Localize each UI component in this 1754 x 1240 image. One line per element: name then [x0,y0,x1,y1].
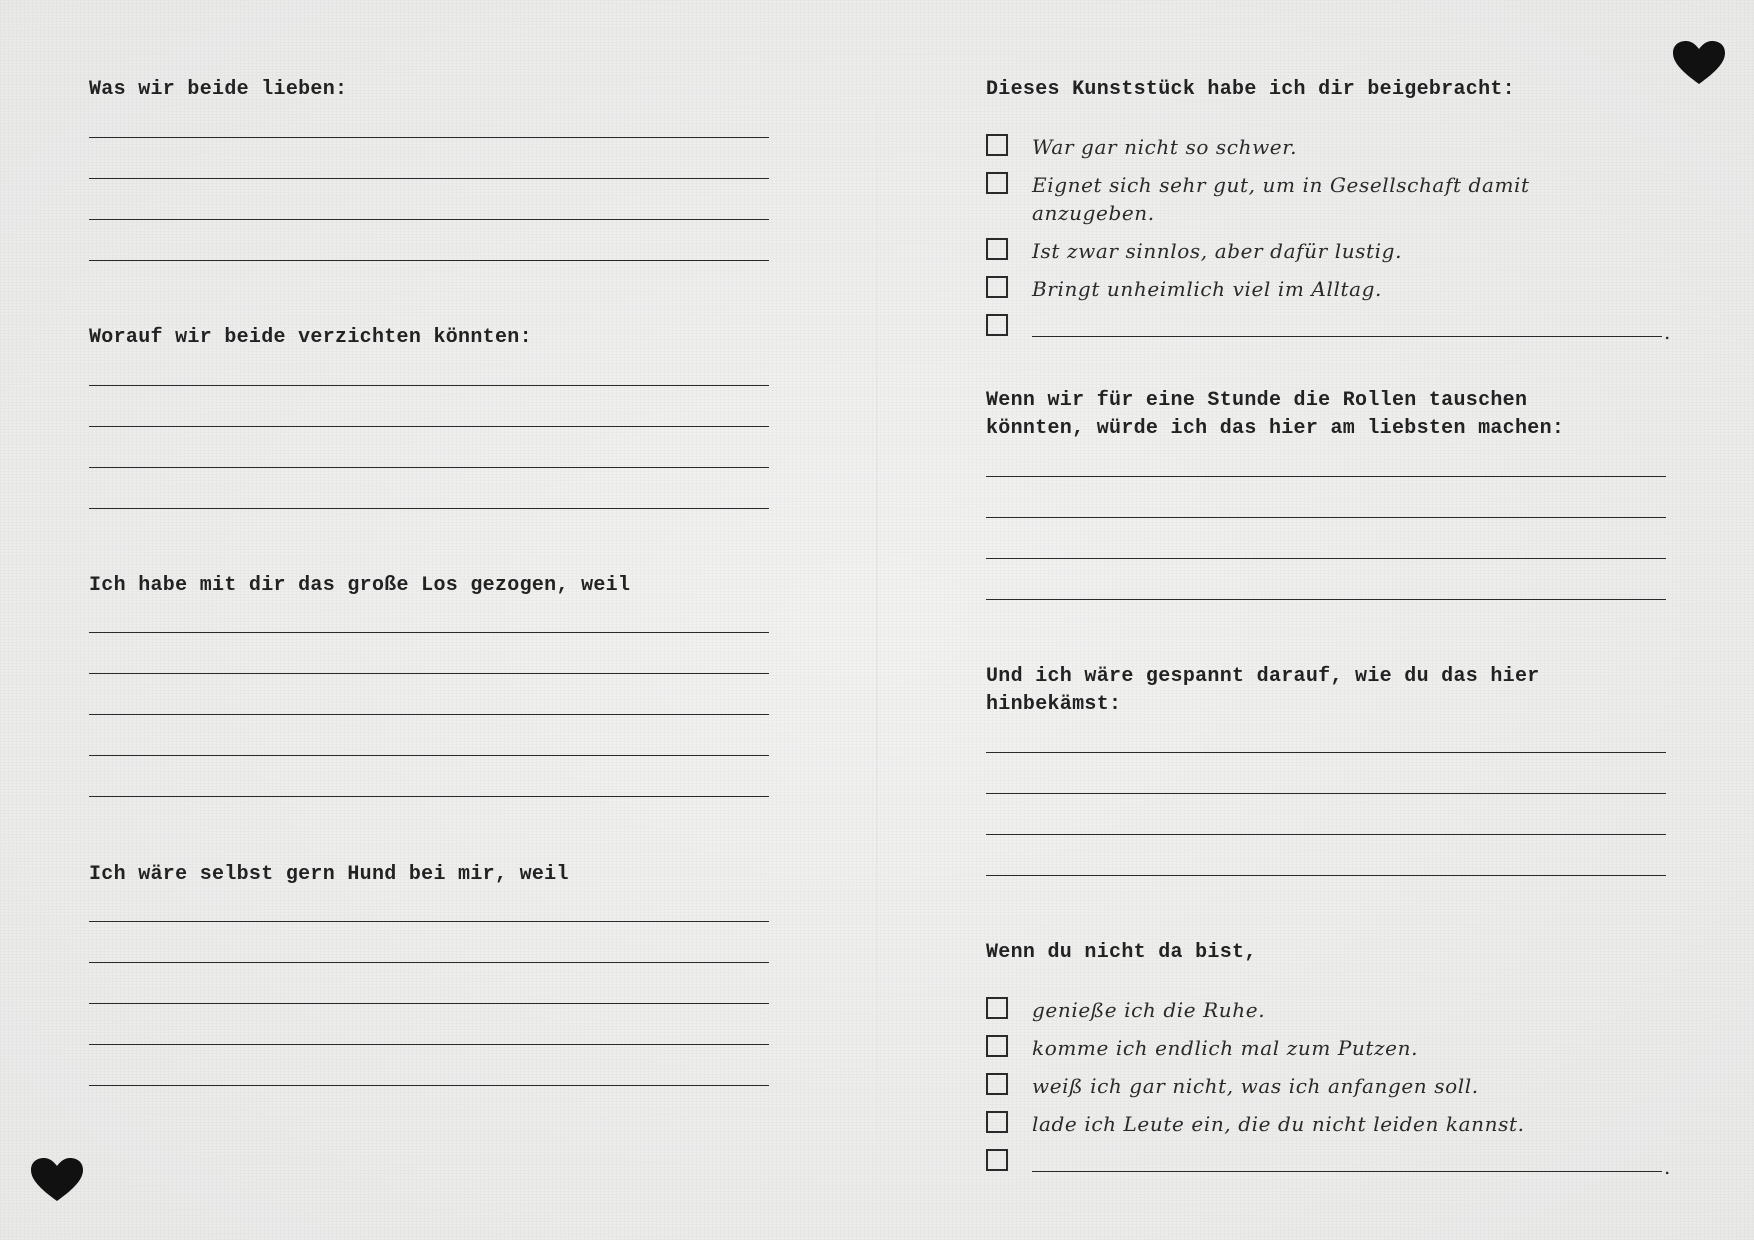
absent-option [986,1110,1670,1138]
prompt-trick: Dieses Kunststück habe ich dir beigebracht: [986,78,1515,101]
answer-line[interactable] [89,632,769,633]
custom-answer-line [1032,336,1662,337]
custom-answer-line [1032,1171,1662,1172]
checkbox[interactable] [986,1035,1008,1057]
absent-option-custom [986,1148,1671,1179]
answer-line[interactable] [986,752,1666,753]
trick-option [986,237,1670,265]
checkbox[interactable] [986,997,1008,1019]
checkbox[interactable] [986,276,1008,298]
blank-suffix: . [1664,1155,1671,1179]
checkbox[interactable] [986,1149,1008,1171]
option-label: Bringt unheimlich viel im Alltag. [1032,277,1382,301]
prompt-be-dog: Ich wäre selbst gern Hund bei mir, weil [89,863,569,886]
answer-line[interactable] [986,558,1666,559]
checkbox[interactable] [986,134,1008,156]
answer-line[interactable] [89,467,769,468]
prompt-love-both: Was wir beide lieben: [89,78,348,101]
answer-line[interactable] [986,793,1666,794]
answer-line[interactable] [89,673,769,674]
blank-suffix: . [1664,320,1671,344]
answer-line[interactable] [986,476,1666,477]
answer-line[interactable] [986,875,1666,876]
answer-line[interactable] [89,1044,769,1045]
checkbox[interactable] [986,1111,1008,1133]
answer-line[interactable] [89,1085,769,1086]
checkbox[interactable] [986,314,1008,336]
custom-answer-field[interactable] [1032,313,1671,344]
prompt-do-without: Worauf wir beide verzichten könnten: [89,326,532,349]
option-label: genieße ich die Ruhe. [1032,998,1266,1022]
answer-line[interactable] [89,426,769,427]
answer-line[interactable] [89,921,769,922]
trick-option [986,275,1670,303]
answer-lines-love-both [89,137,769,261]
answer-line[interactable] [89,1003,769,1004]
option-label: komme ich endlich mal zum Putzen. [1032,1036,1419,1060]
absent-checklist [986,996,1670,1182]
option-label: weiß ich gar nicht, was ich anfangen soll. [1032,1074,1479,1098]
trick-checklist [986,133,1670,347]
custom-answer-field[interactable] [1032,1148,1671,1179]
heart-icon [30,1157,84,1203]
checkbox[interactable] [986,1073,1008,1095]
trick-option [986,133,1670,161]
prompt-curious: Und ich wäre gespannt darauf, wie du das hier hinbekämst: [986,665,1540,716]
absent-option [986,1072,1670,1100]
answer-lines-swap-roles [986,476,1666,600]
answer-line[interactable] [89,755,769,756]
answer-lines-do-without [89,385,769,509]
answer-line[interactable] [89,385,769,386]
option-label: Ist zwar sinnlos, aber dafür lustig. [1032,239,1403,263]
answer-line[interactable] [986,834,1666,835]
right-page [877,0,1754,1240]
heart-icon-shape [31,1158,83,1201]
answer-lines-curious [986,752,1666,876]
answer-line[interactable] [89,508,769,509]
trick-option [986,171,1670,227]
answer-line[interactable] [986,599,1666,600]
prompt-absent: Wenn du nicht da bist, [986,941,1257,964]
option-label: Eignet sich sehr gut, um in Gesellschaft damit anzugeben. [1032,173,1530,225]
prompt-swap-roles: Wenn wir für eine Stunde die Rollen tauschen könnten, würde ich das hier am liebsten machen: [986,389,1565,440]
checkbox[interactable] [986,238,1008,260]
checkbox[interactable] [986,172,1008,194]
answer-line[interactable] [89,260,769,261]
answer-line[interactable] [89,962,769,963]
absent-option [986,996,1670,1024]
answer-line[interactable] [89,178,769,179]
answer-line[interactable] [986,517,1666,518]
answer-line[interactable] [89,219,769,220]
answer-lines-be-dog [89,921,769,1086]
absent-option [986,1034,1670,1062]
answer-lines-jackpot [89,632,769,797]
answer-line[interactable] [89,714,769,715]
heart-icon-shape [1673,41,1725,84]
prompt-jackpot: Ich habe mit dir das große Los gezogen, weil [89,574,631,597]
option-label: War gar nicht so schwer. [1032,135,1298,159]
answer-line[interactable] [89,796,769,797]
option-label: lade ich Leute ein, die du nicht leiden kannst. [1032,1112,1525,1136]
trick-option-custom [986,313,1671,344]
answer-line[interactable] [89,137,769,138]
heart-icon [1672,40,1726,86]
